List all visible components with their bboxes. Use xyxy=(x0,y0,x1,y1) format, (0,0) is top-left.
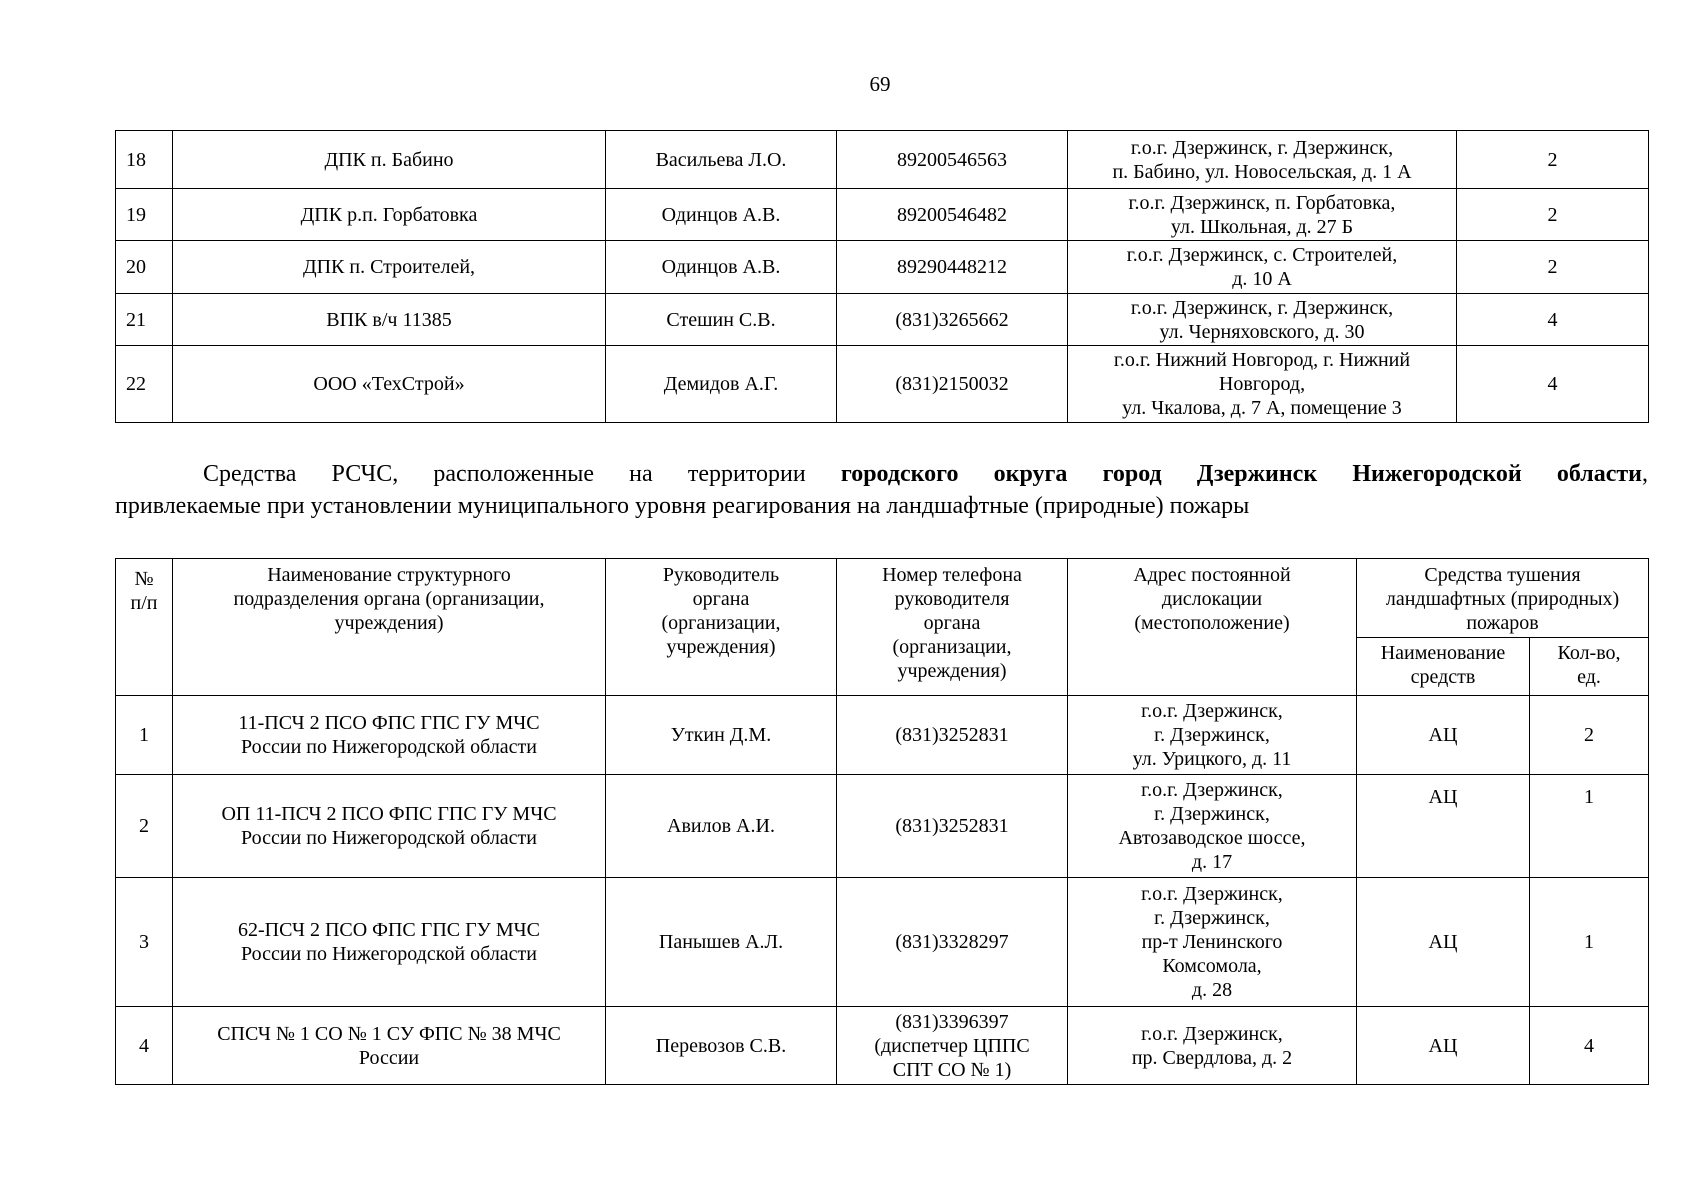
header-means-qty: Кол-во, ед. xyxy=(1530,638,1649,696)
count: 2 xyxy=(1457,241,1649,294)
head-name: Одинцов А.В. xyxy=(606,189,837,241)
head-name: Одинцов А.В. xyxy=(606,241,837,294)
row-number: 21 xyxy=(116,294,173,346)
means-name: АЦ xyxy=(1357,696,1530,775)
district-name: городского округа город Дзержинск Нижегородской области xyxy=(840,461,1642,487)
phone: 89290448212 xyxy=(837,241,1068,294)
means-name: АЦ xyxy=(1357,775,1530,878)
header-address: Адрес постоянной дислокации (местоположение) xyxy=(1068,559,1357,696)
row-number: 2 xyxy=(116,775,173,878)
means-qty: 2 xyxy=(1530,696,1649,775)
means-qty: 4 xyxy=(1530,1007,1649,1085)
means-qty: 1 xyxy=(1530,775,1649,878)
table-row xyxy=(116,878,1649,1007)
address: г.о.г. Дзержинск, г. Дзержинск, Автозаводское шоссе, д. 17 xyxy=(1068,775,1357,878)
phone: (831)2150032 xyxy=(837,346,1068,423)
head-name: Перевозов С.В. xyxy=(606,1007,837,1085)
row-number: 19 xyxy=(116,189,173,241)
unit-name: 11-ПСЧ 2 ПСО ФПС ГПС ГУ МЧС России по Нижегородской области xyxy=(173,696,606,775)
paragraph-line-2: привлекаемые при установлении муниципального уровня реагирования на ландшафтные (природные) пожары xyxy=(115,493,1250,519)
header-unit-name: Наименование структурного подразделения органа (организации, учреждения) xyxy=(173,559,606,696)
header-num: № п/п xyxy=(116,559,173,696)
head-name: Панышев А.Л. xyxy=(606,878,837,1007)
row-number: 20 xyxy=(116,241,173,294)
rschs-forces-table xyxy=(115,558,1649,1085)
address: г.о.г. Дзержинск, с. Строителей, д. 10 А xyxy=(1068,241,1457,294)
unit-name: ДПК п. Бабино xyxy=(173,131,606,189)
unit-name: ООО «ТехСтрой» xyxy=(173,346,606,423)
address: г.о.г. Дзержинск, г. Дзержинск, пр-т Ленинского Комсомола, д. 28 xyxy=(1068,878,1357,1007)
section-heading-paragraph xyxy=(115,458,1648,522)
row-number: 3 xyxy=(116,878,173,1007)
phone: (831)3396397 (диспетчер ЦППС СПТ СО № 1) xyxy=(837,1007,1068,1085)
head-name: Васильева Л.О. xyxy=(606,131,837,189)
address: г.о.г. Дзержинск, г. Дзержинск, ул. Урицкого, д. 11 xyxy=(1068,696,1357,775)
address: г.о.г. Дзержинск, г. Дзержинск, ул. Черняховского, д. 30 xyxy=(1068,294,1457,346)
header-means: Средства тушения ландшафтных (природных) пожаров xyxy=(1357,559,1649,638)
address: г.о.г. Дзержинск, п. Горбатовка, ул. Школьная, д. 27 Б xyxy=(1068,189,1457,241)
table-row xyxy=(116,696,1649,775)
paragraph-line-1: Средства РСЧС, расположенные на территории городского округа город Дзержинск Нижегородской области, xyxy=(203,461,1648,487)
address: г.о.г. Дзержинск, пр. Свердлова, д. 2 xyxy=(1068,1007,1357,1085)
phone: (831)3265662 xyxy=(837,294,1068,346)
means-name: АЦ xyxy=(1357,1007,1530,1085)
header-phone: Номер телефона руководителя органа (организации, учреждения) xyxy=(837,559,1068,696)
head-name: Стешин С.В. xyxy=(606,294,837,346)
row-number: 4 xyxy=(116,1007,173,1085)
table-row xyxy=(116,294,1649,346)
table-row xyxy=(116,131,1649,189)
phone: 89200546482 xyxy=(837,189,1068,241)
row-number: 22 xyxy=(116,346,173,423)
table-row xyxy=(116,189,1649,241)
phone: (831)3328297 xyxy=(837,878,1068,1007)
table-row xyxy=(116,346,1649,423)
table-row xyxy=(116,241,1649,294)
head-name: Авилов А.И. xyxy=(606,775,837,878)
header-head: Руководитель органа (организации, учреждения) xyxy=(606,559,837,696)
address: г.о.г. Дзержинск, г. Дзержинск, п. Бабино, ул. Новосельская, д. 1 А xyxy=(1068,131,1457,189)
count: 4 xyxy=(1457,294,1649,346)
phone: 89200546563 xyxy=(837,131,1068,189)
page-number: 69 xyxy=(869,72,891,96)
row-number: 1 xyxy=(116,696,173,775)
row-number: 18 xyxy=(116,131,173,189)
unit-name: ДПК п. Строителей, xyxy=(173,241,606,294)
count: 2 xyxy=(1457,131,1649,189)
means-qty: 1 xyxy=(1530,878,1649,1007)
head-name: Уткин Д.М. xyxy=(606,696,837,775)
fire-units-table-continued xyxy=(115,130,1649,423)
phone: (831)3252831 xyxy=(837,696,1068,775)
address: г.о.г. Нижний Новгород, г. Нижний Новгород, ул. Чкалова, д. 7 А, помещение 3 xyxy=(1068,346,1457,423)
unit-name: ВПК в/ч 11385 xyxy=(173,294,606,346)
unit-name: СПСЧ № 1 СО № 1 СУ ФПС № 38 МЧС России xyxy=(173,1007,606,1085)
unit-name: ДПК р.п. Горбатовка xyxy=(173,189,606,241)
unit-name: 62-ПСЧ 2 ПСО ФПС ГПС ГУ МЧС России по Нижегородской области xyxy=(173,878,606,1007)
count: 4 xyxy=(1457,346,1649,423)
unit-name: ОП 11-ПСЧ 2 ПСО ФПС ГПС ГУ МЧС России по Нижегородской области xyxy=(173,775,606,878)
header-means-name: Наименование средств xyxy=(1357,638,1530,696)
table-row xyxy=(116,1007,1649,1085)
phone: (831)3252831 xyxy=(837,775,1068,878)
count: 2 xyxy=(1457,189,1649,241)
head-name: Демидов А.Г. xyxy=(606,346,837,423)
means-name: АЦ xyxy=(1357,878,1530,1007)
table-row xyxy=(116,775,1649,878)
